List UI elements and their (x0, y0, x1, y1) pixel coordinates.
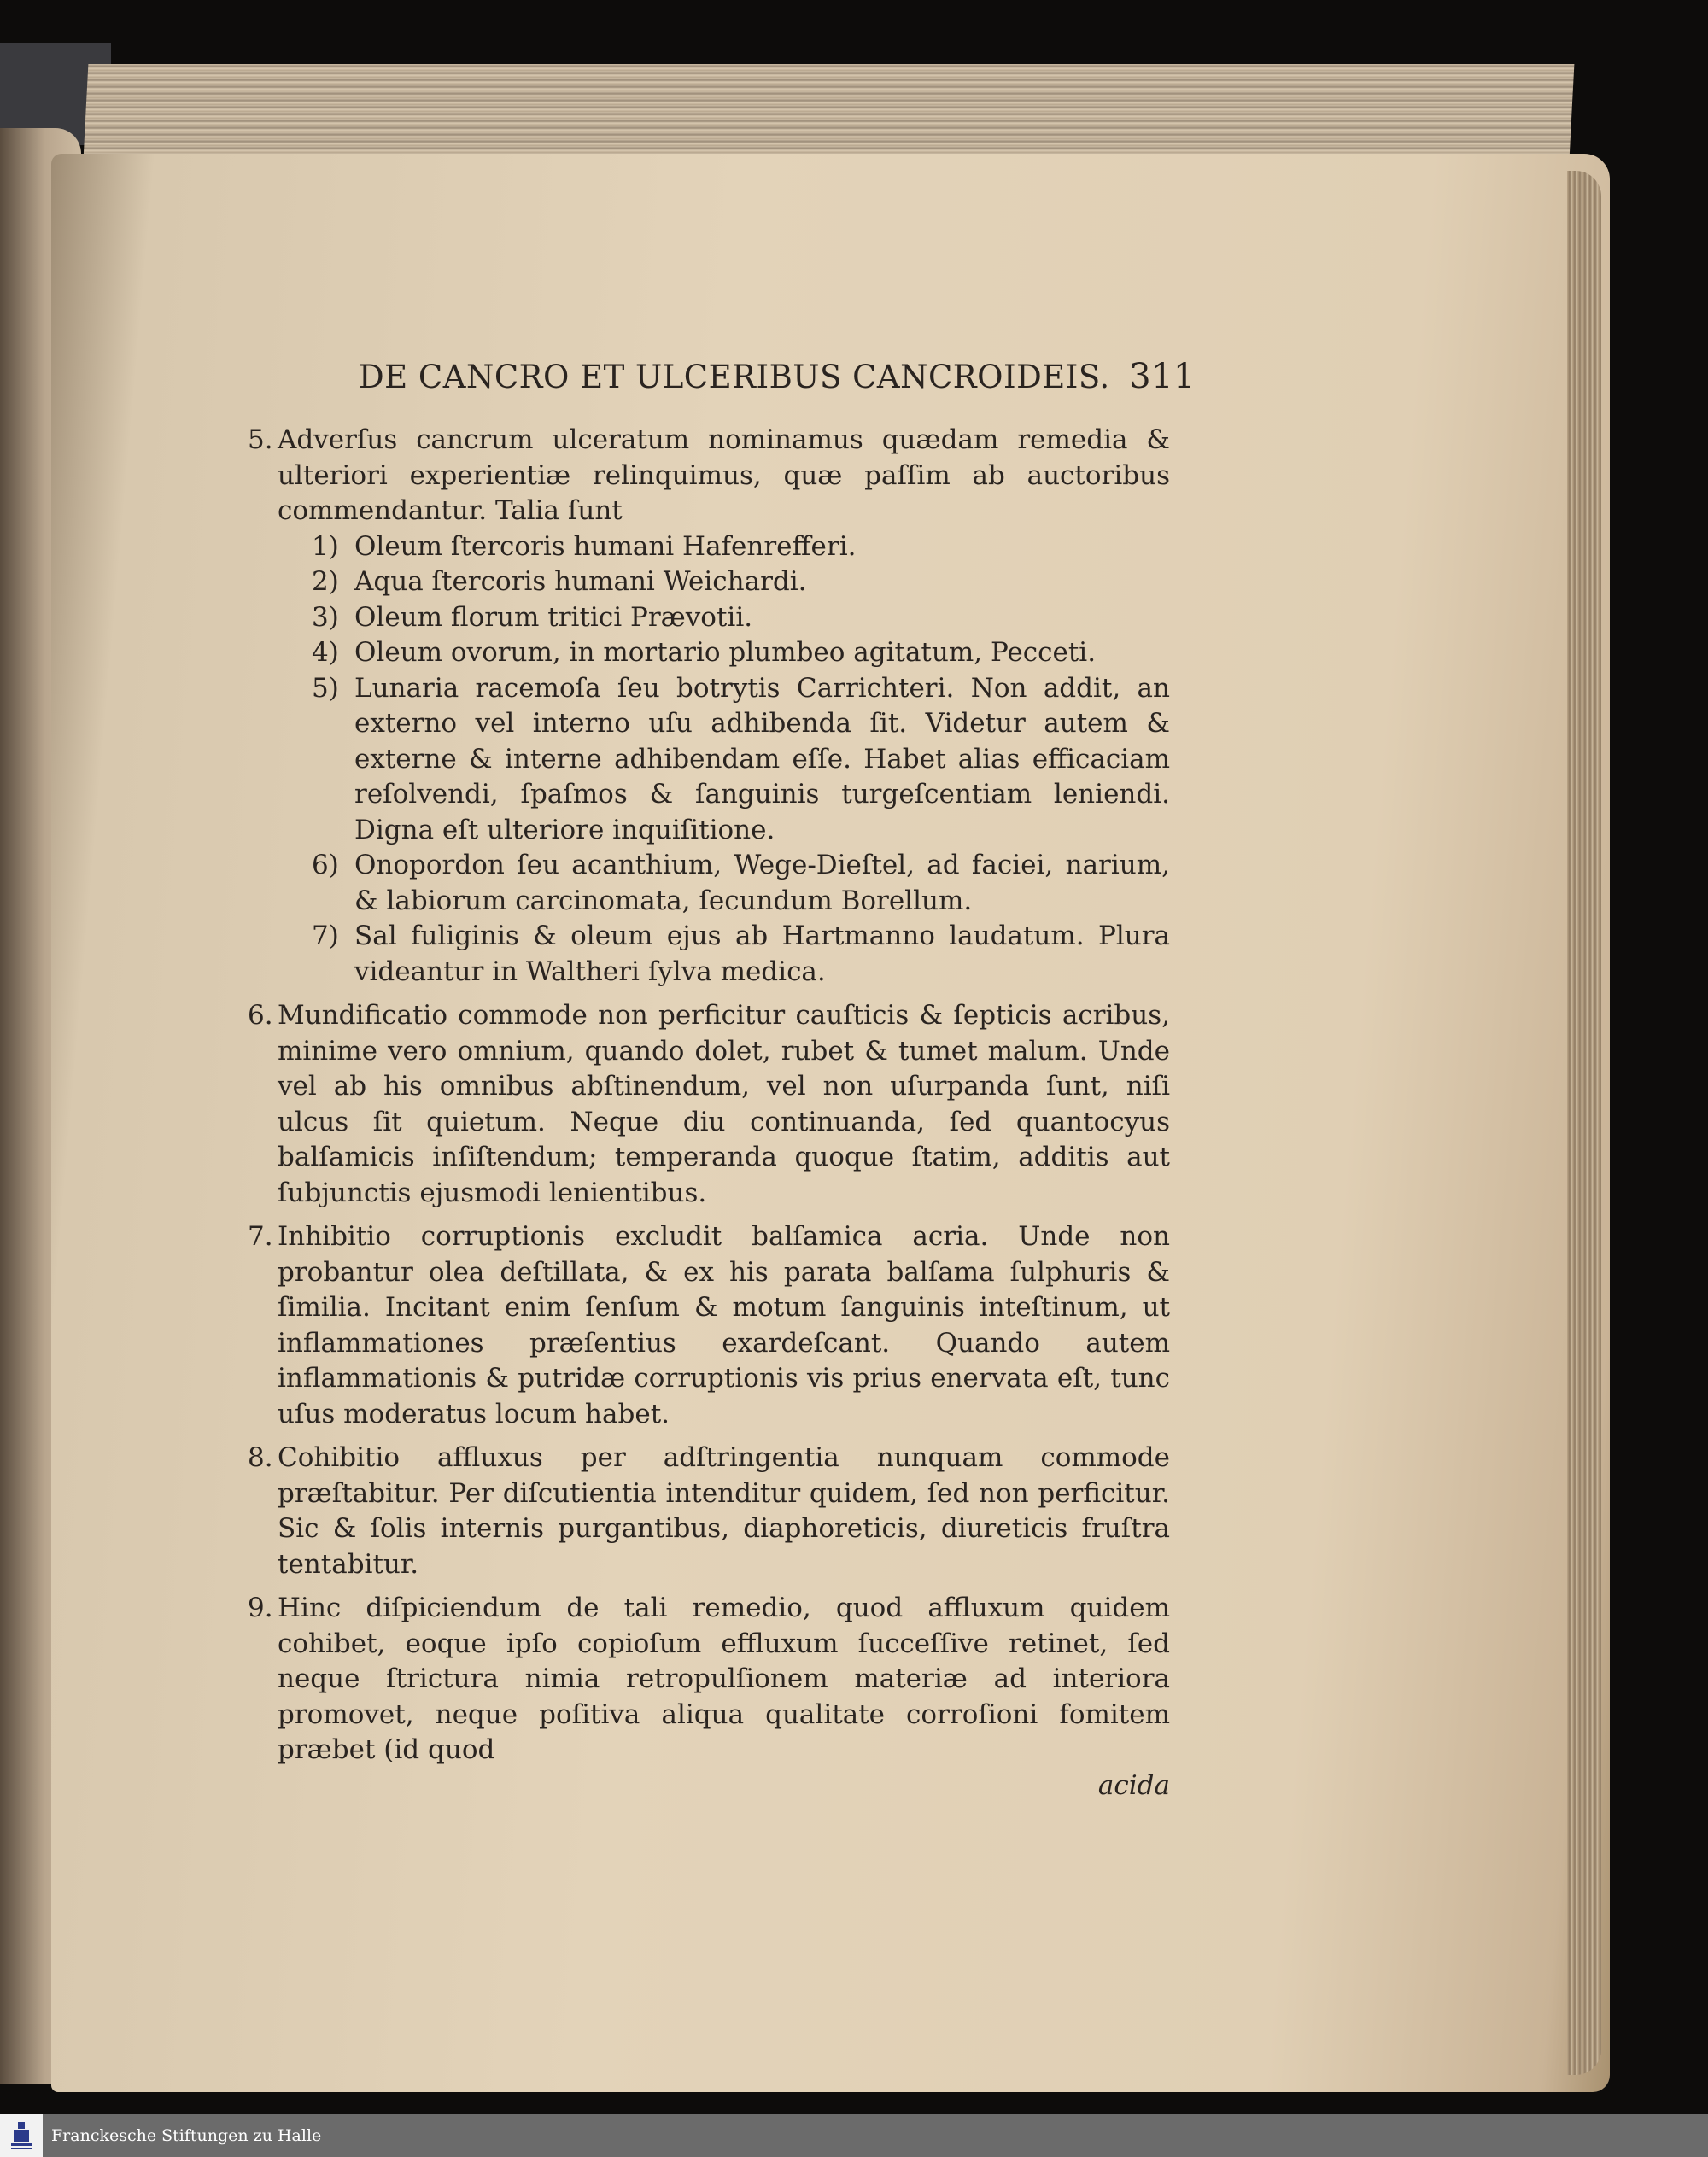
item-text: Oleum ovorum, in mortario plumbeo agitatum, Pecceti. (354, 637, 1097, 668)
paragraph-9 (248, 1591, 1170, 1768)
page-number: 311 (1129, 357, 1196, 396)
item-number: 5) (312, 672, 339, 704)
item-number: 2) (312, 566, 339, 597)
item-text: Onopordon ſeu acanthium, Wege-Dieſtel, ad faciei, narium, & labiorum carcinomata, ſecundum Borellum. (354, 850, 1170, 916)
paragraph-text: Hinc diſpiciendum de tali remedio, quod affluxum quidem cohibet, eoque ipſo copioſum effluxum ſucceſſive retinet, ſed neque ſtrictura nimia retropulſionem materiæ ad interiora promovet, neque poſitiva aliqua qualitate corroſioni fomitem præbet (id quod (278, 1593, 1170, 1765)
paragraph-6 (248, 998, 1170, 1211)
list-item (278, 564, 1170, 600)
running-head-title: DE CANCRO ET ULCERIBUS CANCROIDEIS. (359, 359, 1110, 395)
paragraph-number: 7. (248, 1221, 273, 1252)
catchword: acida (1097, 1769, 1170, 1801)
item-text: Aqua ſtercoris humani Weichardi. (354, 566, 807, 597)
institution-logo-icon (0, 2114, 43, 2157)
item-number: 6) (312, 850, 339, 880)
paragraph-number: 5. (248, 424, 273, 455)
paragraph-text: Adverſus cancrum ulceratum nominamus quædam remedia & ulteriori experientiæ relinquimus, quæ paſſim ab auctoribus commendantur. Talia ſunt (278, 424, 1170, 526)
item-number: 4) (312, 637, 339, 668)
page-fore-edge (1567, 171, 1601, 2075)
item-number: 1) (312, 530, 339, 562)
running-head (359, 357, 1196, 396)
list-item (278, 919, 1170, 990)
list-item (278, 529, 1170, 565)
paragraph-text: Mundificatio commode non perficitur cauſticis & ſepticis acribus, minime vero omnium, quando dolet, rubet & tumet malum. Unde vel ab his omnibus abſtinendum, vel non uſurpanda ſunt, niſi ulcus ſit quietum. Neque diu continuanda, ſed quantocyus balſamicis inſiſtendum; temperanda quoque ſtatim, additis aut ſubjunctis ejusmodi lenientibus. (278, 1000, 1170, 1208)
paragraph-number: 9. (248, 1593, 273, 1623)
institution-name: Franckesche Stiftungen zu Halle (51, 2126, 322, 2145)
paragraph-7 (248, 1219, 1170, 1432)
paragraph-5 (248, 423, 1170, 990)
footer-bar (0, 2114, 1708, 2157)
paragraph-number: 8. (248, 1442, 273, 1473)
item-text: Oleum florum tritici Prævotii. (354, 601, 753, 633)
list-item (278, 848, 1170, 919)
item-text: Sal fuliginis & oleum ejus ab Hartmanno laudatum. Plura videantur in Waltheri ſylva medica. (354, 921, 1170, 987)
paragraph-text: Inhibitio corruptionis excludit balſamica acria. Unde non probantur olea deſtillata, & ex his parata balſama ſulphuris & ſimilia. Incitant enim ſenſum & motum ſanguinis inteſtinum, ut inflammationes præſentius exardeſcant. Quando autem inflammationis & putridæ corruptionis vis prius enervata eſt, tunc uſus moderatus locum habet. (278, 1221, 1170, 1429)
remedy-list (278, 529, 1170, 991)
page-text (248, 423, 1170, 1803)
item-number: 3) (312, 601, 339, 633)
paragraph-text: Cohibitio affluxus per adſtringentia nunquam commode præſtabitur. Per diſcutientia intenditur quidem, ſed non perficitur. Sic & ſolis internis purgantibus, diaphoreticis, diureticis fruſtra tentabitur. (278, 1442, 1170, 1580)
item-number: 7) (312, 921, 339, 951)
item-text: Lunaria racemoſa ſeu botrytis Carrichteri. Non addit, an externo vel interno uſu adhibenda ſit. Videtur autem & externe & interne adhibendam eſſe. Habet alias efficaciam reſolvendi, ſpaſmos & ſanguinis turgeſcentiam leniendi. Digna eſt ulteriore inquiſitione. (354, 672, 1170, 845)
list-item (278, 671, 1170, 849)
paragraph-number: 6. (248, 1000, 273, 1031)
paragraph-8 (248, 1441, 1170, 1582)
item-text: Oleum ſtercoris humani Hafenrefferi. (354, 530, 857, 562)
list-item (278, 600, 1170, 636)
list-item (278, 635, 1170, 671)
